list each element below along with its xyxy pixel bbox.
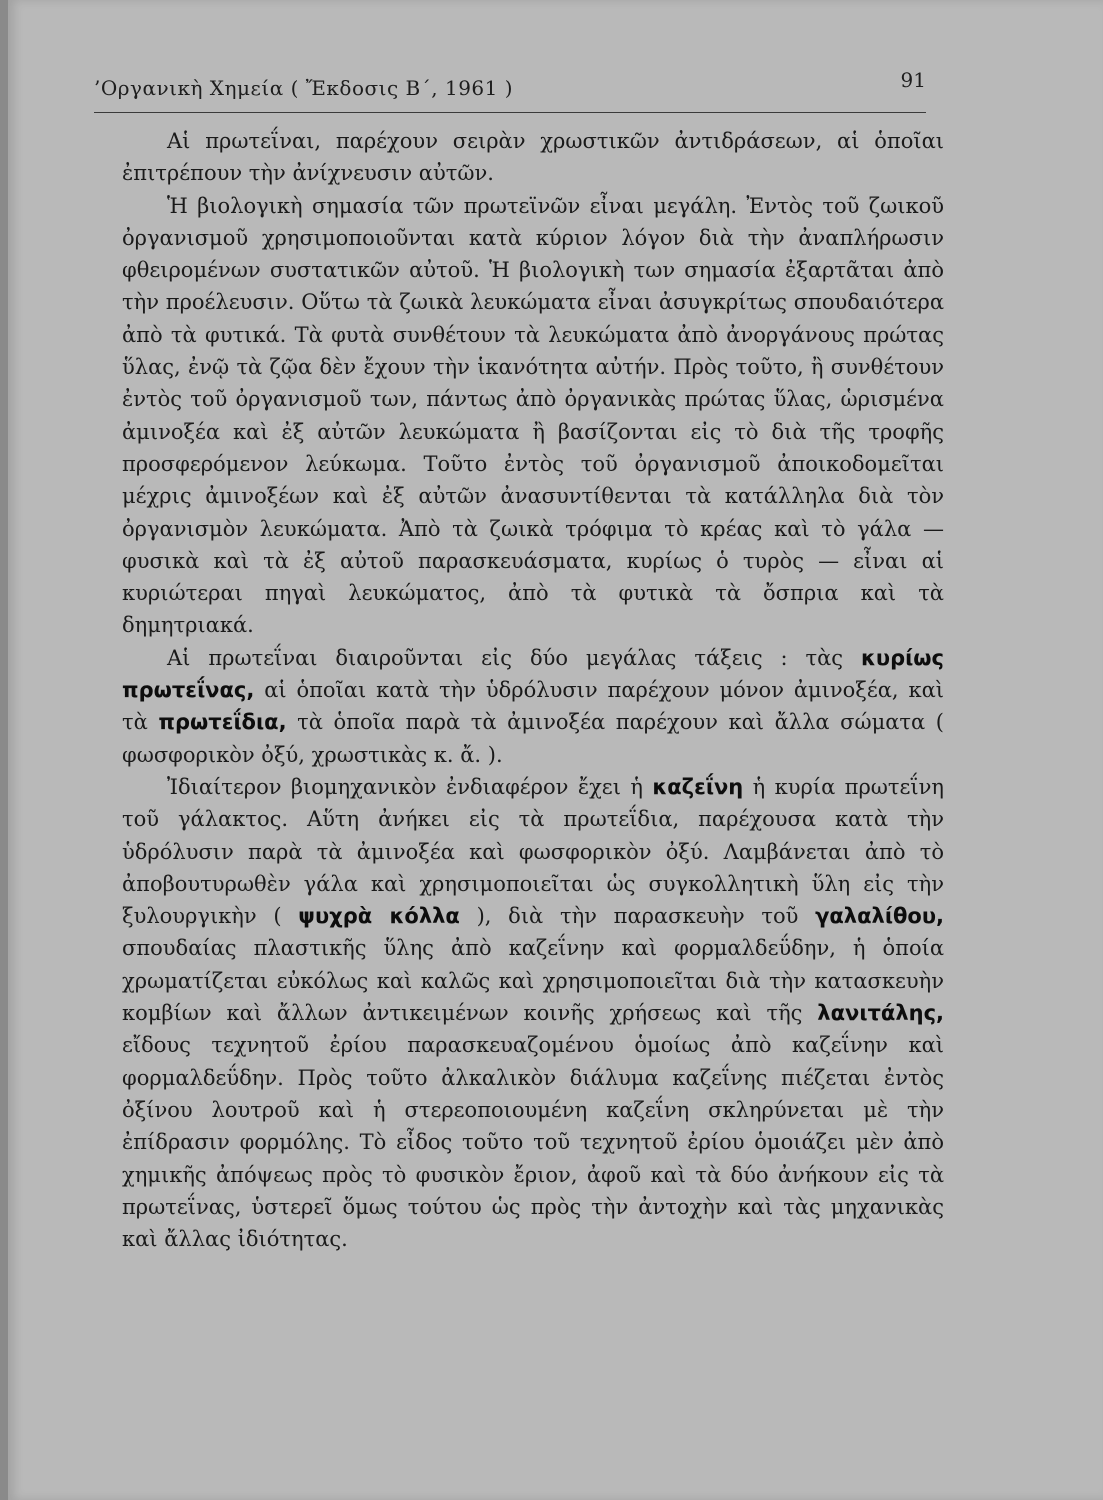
paragraph-text: εἴδους τεχνητοῦ ἐρίου παρασκευαζομένου ὁμοίως ἀπὸ καζεΐνην καὶ φορμαλδεΰδην. Πρὸς τοῦτο ἀλκαλικὸν διάλυμα καζεΐνης πιέζεται ἐντὸς ὀξίνου λουτροῦ καὶ ἡ στερεοποιουμένη καζεΐνη σκληρύνεται μὲ τὴν ἐπίδρασιν φορμόλης. Τὸ εἶδος τοῦτο τοῦ τεχνητοῦ ἐρίου ὁμοιάζει μὲν ἀπὸ χημικῆς ἀπόψεως πρὸς τὸ φυσικὸν ἔριον, ἀφοῦ καὶ τὰ δύο ἀνήκουν εἰς τὰ πρωτεΐνας, ὑστερεῖ ὅμως τούτου ὡς πρὸς τὴν ἀντοχὴν καὶ τὰς μηχανικὰς καὶ ἄλλας ἰδιότητας. xyxy=(122,1033,944,1252)
paragraph-3 xyxy=(122,642,944,771)
bold-term-proteidia: πρωτεΐδια, xyxy=(158,710,287,735)
paragraph-text: αἱ ὁποῖαι κατὰ τὴν ὑδρόλυσιν παρέχουν μόνον ἀμινοξέα, καὶ τὰ xyxy=(122,678,944,735)
paragraph-text: τὰ ὁποῖα παρὰ τὰ ἀμινοξέα παρέχουν καὶ ἄλλα σώματα ( φωσφορικὸν ὀξύ, χρωστικὰς κ. ἄ. ). xyxy=(122,710,944,767)
paragraph-text: Αἱ πρωτεΐναι διαιροῦνται εἰς δύο μεγάλας τάξεις : τὰς xyxy=(167,645,861,670)
running-title: ’Οργανικὴ Χημεία ( Ἔκδοσις Β΄, 1961 ) xyxy=(94,76,514,100)
page-number: 91 xyxy=(900,68,926,92)
paragraph-4 xyxy=(122,771,944,1255)
bold-term-kazeini: καζεΐνη xyxy=(652,774,744,799)
paragraph-text: Αἱ πρωτεΐναι, παρέχουν σειρὰν χρωστικῶν ἀντιδράσεων, αἱ ὁποῖαι ἐπιτρέπουν τὴν ἀνίχνευσιν αὐτῶν. xyxy=(122,129,944,186)
header-rule xyxy=(94,112,926,113)
paragraph-text: Ἰδιαίτερον βιομηχανικὸν ἐνδιαφέρον ἔχει ἡ xyxy=(167,774,653,799)
paragraph-text: ἡ κυρία πρωτεΐνη τοῦ γάλακτος. Αὕτη ἀνήκει εἰς τὰ πρωτεΐδια, παρέχουσα κατὰ τὴν ὑδρόλυσιν παρὰ τὰ ἀμινοξέα καὶ φωσφορικὸν ὀξύ. Λαμβάνεται ἀπὸ τὸ ἀποβουτυρωθὲν γάλα καὶ χρησιμοποιεῖται ὡς συγκολλητικὴ ὕλη εἰς τὴν ξυλουργικὴν ( xyxy=(122,774,944,929)
running-header xyxy=(94,68,932,116)
paragraph-text: Ἡ βιολογικὴ σημασία τῶν πρωτεϊνῶν εἶναι μεγάλη. Ἐντὸς τοῦ ζωικοῦ ὀργανισμοῦ χρησιμοποιοῦνται κατὰ κύριον λόγον διὰ τὴν ἀναπλήρωσιν φθειρομένων συστατικῶν αὐτοῦ. Ἡ βιολογικὴ των σημασία ἐξαρτᾶται ἀπὸ τὴν προέλευσιν. Οὕτω τὰ ζωικὰ λευκώματα εἶναι ἀσυγκρίτως σπουδαιότερα ἀπὸ τὰ φυτικά. Τὰ φυτὰ συνθέτουν τὰ λευκώματα ἀπὸ ἀνοργάνους πρώτας ὕλας, ἐνῷ τὰ ζῷα δὲν ἔχουν τὴν ἱκανότητα αὐτήν. Πρὸς τοῦτο, ἢ συνθέτουν ἐντὸς τοῦ ὀργανισμοῦ των, πάντως ἀπὸ ὀργανικὰς πρώτας ὕλας, ὡρισμένα ἀμινοξέα καὶ ἐξ αὐτῶν λευκώματα ἢ βασίζονται εἰς τὸ διὰ τῆς τροφῆς προσφερόμενον λεύκωμα. Τοῦτο ἐντὸς τοῦ ὀργανισμοῦ ἀποικοδομεῖται μέχρις ἀμινοξέων καὶ ἐξ αὐτῶν ἀνασυντίθενται τὰ κατάλληλα διὰ τὸν ὀργανισμὸν λευκώματα. Ἀπὸ τὰ ζωικὰ τρόφιμα τὸ κρέας καὶ τὸ γάλα — φυσικὰ καὶ τὰ ἐξ αὐτοῦ παρασκευάσματα, κυρίως ὁ τυρὸς — εἶναι αἱ κυριώτεραι πηγαὶ λευκώματος, ἀπὸ τὰ φυτικὰ τὰ ὄσπρια καὶ τὰ δημητριακά. xyxy=(122,193,944,638)
bold-term-psychra-kolla: ψυχρὰ κόλλα xyxy=(298,904,460,929)
paragraph-text: σπουδαίας πλαστικῆς ὕλης ἀπὸ καζεΐνην καὶ φορμαλδεΰδην, ἡ ὁποία χρωματίζεται εὐκόλως καὶ καλῶς καὶ χρησιμοποιεῖται διὰ τὴν κατασκευὴν κομβίων καὶ ἄλλων ἀντικειμένων κοινῆς χρήσεως καὶ τῆς xyxy=(122,936,944,1026)
scanned-page xyxy=(8,0,1103,1500)
bold-term-galalithou: γαλαλίθου, xyxy=(815,904,945,929)
paragraph-text: ), διὰ τὴν παρασκευὴν τοῦ xyxy=(459,904,816,929)
paragraph-1 xyxy=(122,125,944,190)
body-text xyxy=(122,125,944,1255)
paragraph-2 xyxy=(122,190,944,642)
bold-term-kyrios-proteinas: κυρίως πρωτεΐνας, xyxy=(122,645,944,703)
bold-term-lanitalis: λανιτάλης, xyxy=(817,1001,944,1026)
